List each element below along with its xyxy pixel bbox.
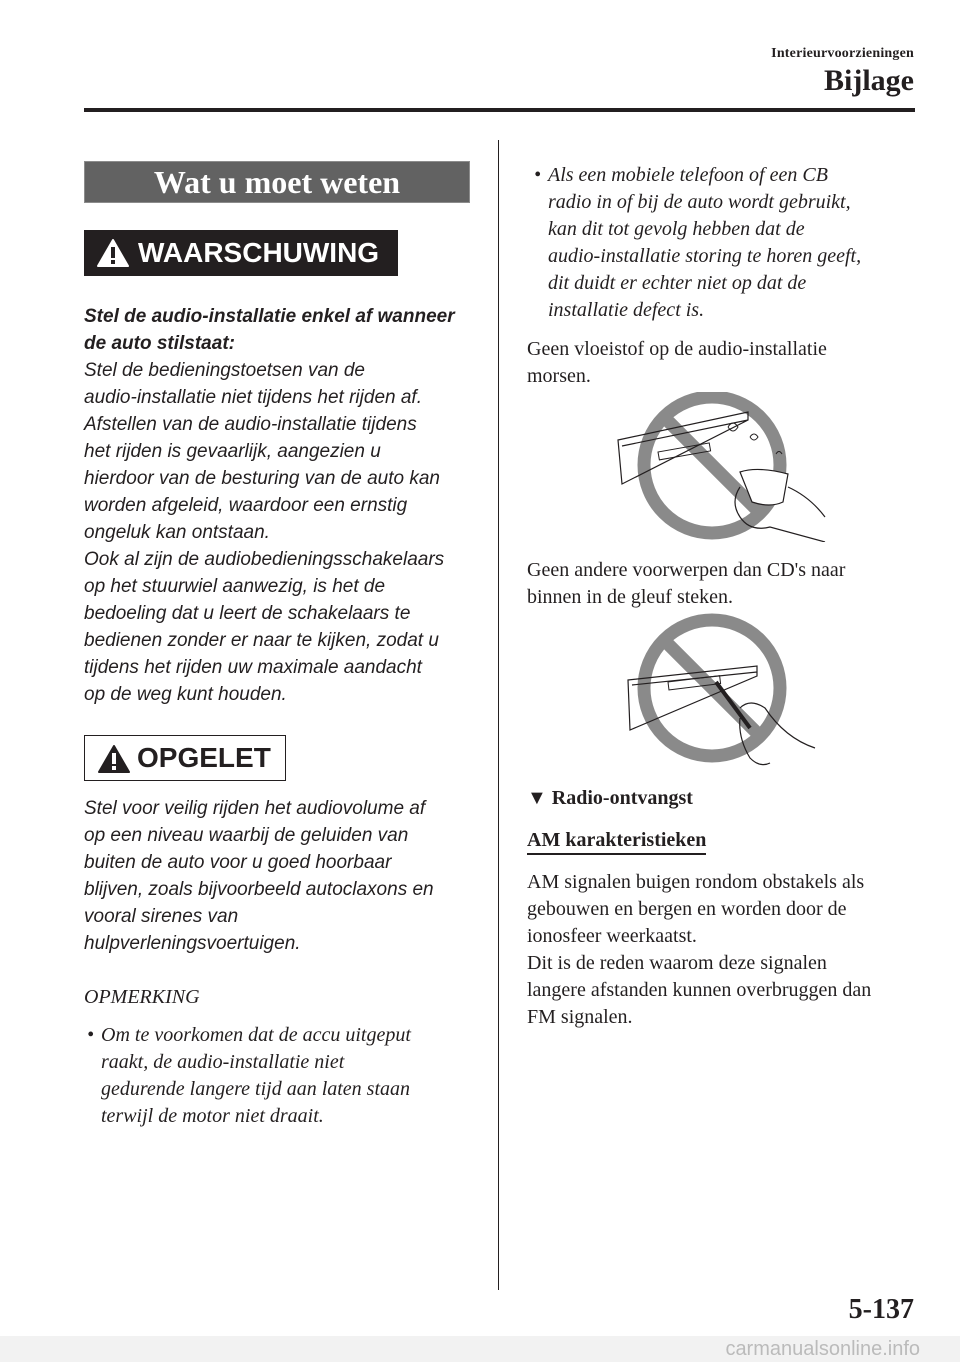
header-rule: [84, 108, 915, 112]
section-header: Interieurvoorzieningen: [771, 46, 914, 61]
text-line: hulpverleningsvoertuigen.: [84, 933, 301, 954]
text-line: audio-installatie niet tijdens het rijden af.: [84, 387, 422, 408]
text-line: vooral sirenes van: [84, 906, 239, 927]
text-line: Als een mobiele telefoon of een CB: [548, 164, 828, 186]
text-line: op een niveau waarbij de geluiden van: [84, 825, 409, 846]
text-line: gebouwen en bergen en worden door de: [527, 898, 847, 920]
note-label: OPMERKING: [84, 986, 200, 1008]
column-divider: [498, 140, 499, 1290]
text-line: worden afgeleid, waardoor een ernstig: [84, 495, 408, 516]
text-line: bedienen zonder er naar te kijken, zodat u: [84, 630, 439, 651]
note-bullet-1-text: [101, 1022, 481, 1130]
text-line: bedoeling dat u leert de schakelaars te: [84, 603, 411, 624]
text-line: radio in of bij de auto wordt gebruikt,: [548, 191, 851, 213]
caution-label: OPGELET: [137, 742, 271, 773]
text-line: AM signalen buigen rondom obstakels als: [527, 871, 865, 893]
text-line: Stel de bedieningstoetsen van de: [84, 360, 365, 381]
warning-label: WAARSCHUWING: [138, 237, 380, 268]
text-line: Afstellen van de audio-installatie tijdens: [84, 414, 417, 435]
text-line: audio-installatie storing te horen geeft,: [548, 245, 862, 267]
text-line: op de weg kunt houden.: [84, 684, 287, 705]
warning-body: [84, 357, 484, 708]
text-line: blijven, zoals bijvoorbeeld autoclaxons en: [84, 879, 434, 900]
no-objects-illustration: [600, 608, 840, 773]
radio-heading: [527, 787, 693, 810]
text-line: Stel de audio-installatie enkel af wanneer: [84, 306, 455, 327]
text-line: ongeluk kan ontstaan.: [84, 522, 270, 543]
warning-badge: [84, 230, 398, 276]
text-line: terwijl de motor niet draait.: [101, 1105, 324, 1127]
page-number: 5-137: [848, 1294, 914, 1325]
text-line: kan dit tot gevolg hebben dat de: [548, 218, 805, 240]
text-line: Om te voorkomen dat de accu uitgeput: [101, 1024, 411, 1046]
bullet-marker: •: [534, 164, 542, 186]
text-line: langere afstanden kunnen overbruggen dan: [527, 979, 872, 1001]
caution-badge: [84, 735, 286, 781]
text-line: FM signalen.: [527, 1006, 633, 1028]
text-line: hierdoor van de besturing van de auto kan: [84, 468, 440, 489]
text-line: dit duidt er echter niet op dat de: [548, 272, 807, 294]
triangle-marker-icon: ▼: [527, 787, 547, 809]
text-line: binnen in de gleuf steken.: [527, 586, 734, 608]
warning-triangle-icon: [96, 238, 130, 268]
section-title: Wat u moet weten: [84, 161, 470, 203]
note-bullet-2: [534, 162, 928, 324]
text-line: tijdens het rijden uw maximale aandacht: [84, 657, 422, 678]
text-line: morsen.: [527, 365, 591, 387]
chapter-title: Bijlage: [824, 64, 914, 97]
radio-heading-text: Radio-ontvangst: [551, 787, 693, 809]
text-line: Geen vloeistof op de audio-installatie: [527, 338, 827, 360]
text-line: installatie defect is.: [548, 299, 705, 321]
bullet-marker: •: [87, 1024, 95, 1046]
text-line: op het stuurwiel aanwezig, is het de: [84, 576, 386, 597]
text-line: Geen andere voorwerpen dan CD's naar: [527, 559, 846, 581]
text-line: buiten de auto voor u goed hoorbaar: [84, 852, 392, 873]
liquid-paragraph: [527, 336, 927, 390]
caution-triangle-icon: [97, 744, 131, 774]
am-body: [527, 869, 927, 1031]
text-line: raakt, de audio-installatie niet: [101, 1051, 345, 1073]
text-line: ionosfeer weerkaatst.: [527, 925, 697, 947]
text-line: Stel voor veilig rijden het audiovolume af: [84, 798, 426, 819]
text-line: Ook al zijn de audiobedieningsschakelaars: [84, 549, 445, 570]
note-bullet-1: [87, 1022, 481, 1130]
warning-heading: [84, 303, 484, 357]
objects-paragraph: [527, 557, 927, 611]
text-line: gedurende langere tijd aan laten staan: [101, 1078, 411, 1100]
note-bullet-2-text: [548, 162, 928, 324]
text-line: de auto stilstaat:: [84, 333, 235, 354]
text-line: Dit is de reden waarom deze signalen: [527, 952, 827, 974]
caution-body: [84, 795, 484, 957]
watermark: carmanualsonline.info: [0, 1336, 960, 1362]
no-liquid-illustration: [600, 392, 840, 542]
text-line: het rijden is gevaarlijk, aangezien u: [84, 441, 381, 462]
am-subheading: AM karakteristieken: [527, 829, 706, 855]
